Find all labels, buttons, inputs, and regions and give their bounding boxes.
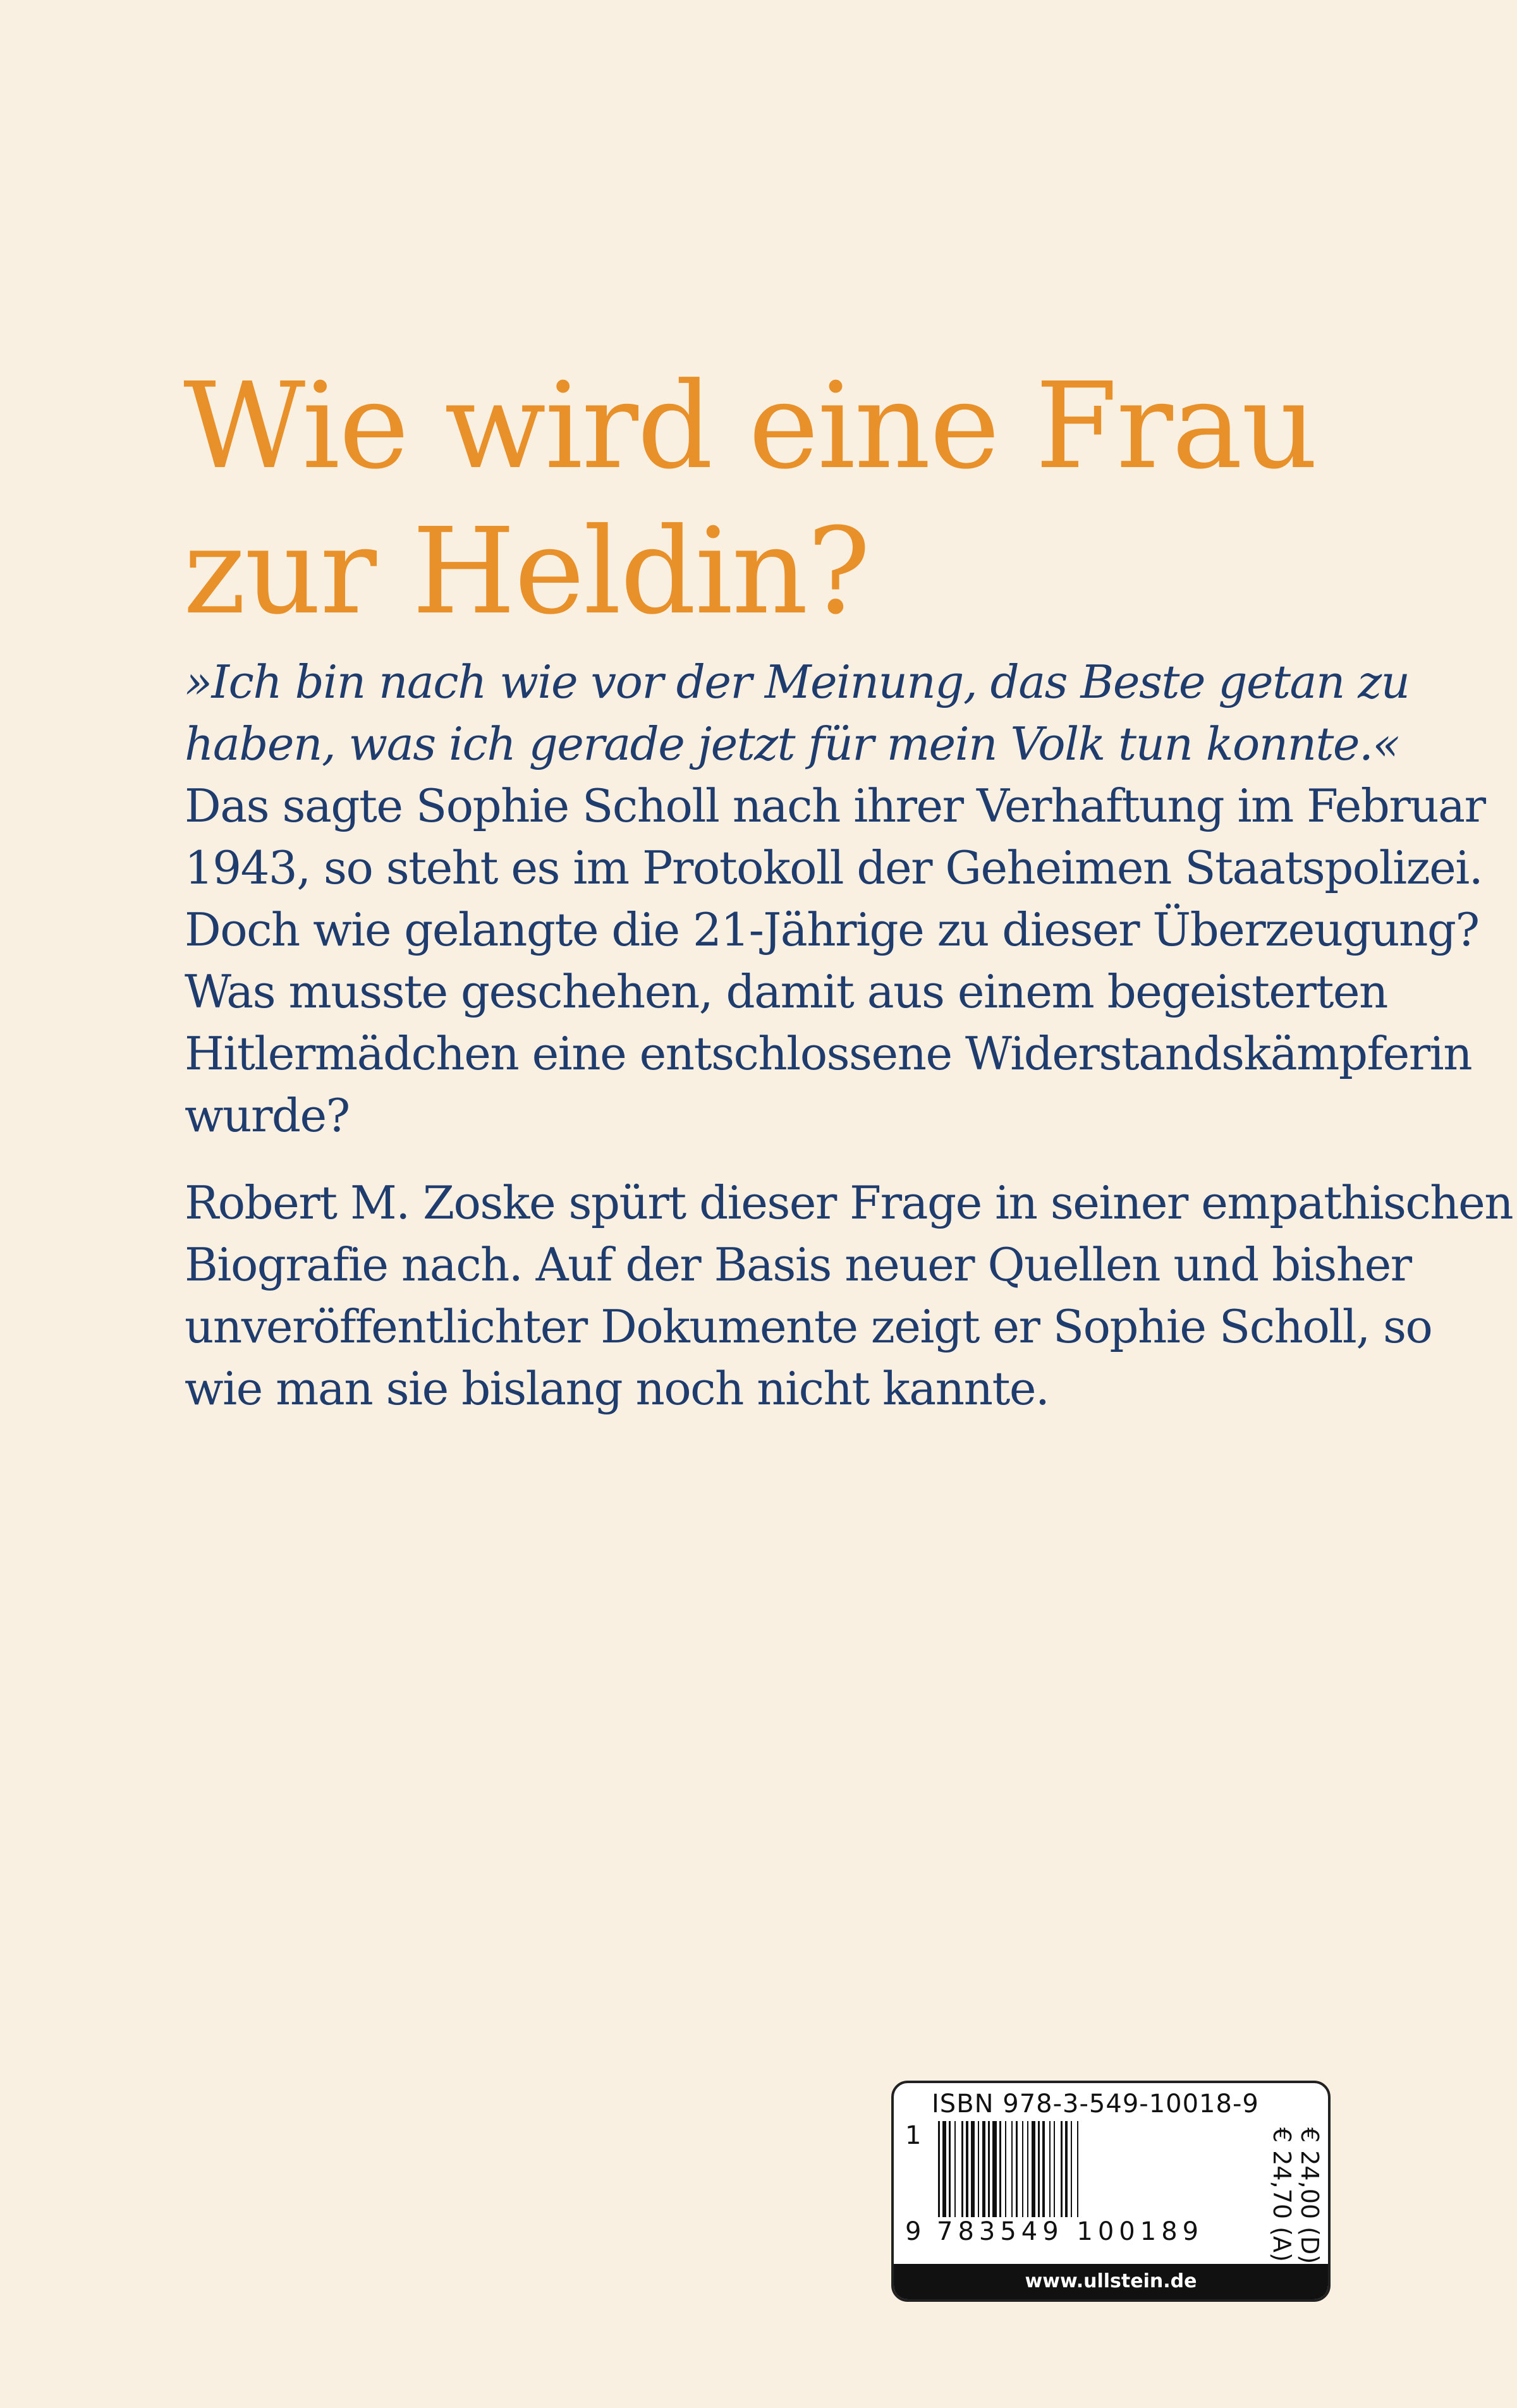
paragraph-line: Doch wie gelangte die 21-Jährige zu dieser Überzeugung? bbox=[185, 903, 1479, 956]
headline-line-1: Wie wird eine Frau bbox=[183, 357, 1317, 496]
price-austria: € 24,70 (A) bbox=[1268, 2127, 1296, 2262]
paragraph-1 bbox=[185, 775, 1485, 1146]
paragraph-line: unveröffentlichter Dokumente zeigt er Sophie Scholl, so bbox=[185, 1300, 1432, 1353]
price-labels bbox=[1268, 2127, 1324, 2264]
price-germany: € 24,00 (D) bbox=[1296, 2127, 1324, 2265]
paragraph-2 bbox=[185, 1172, 1513, 1420]
quote-line: »Ich bin nach wie vor der Meinung, das Beste getan zu bbox=[185, 655, 1410, 708]
quote-line: haben, was ich gerade jetzt für mein Volk tun konnte.« bbox=[185, 717, 1399, 770]
paragraph-line: wie man sie bislang noch nicht kannte. bbox=[185, 1362, 1049, 1415]
paragraph-line: Hitlermädchen eine entschlossene Widerstandskämpferin bbox=[185, 1027, 1472, 1080]
publisher-website: www.ullstein.de bbox=[894, 2264, 1328, 2299]
paragraph-line: Was musste geschehen, damit aus einem begeisterten bbox=[185, 965, 1387, 1018]
barcode-lead-digit: 9 bbox=[905, 2217, 922, 2246]
headline-line-2: zur Heldin? bbox=[183, 502, 870, 641]
isbn-text: ISBN 978-3-549-10018-9 bbox=[932, 2089, 1259, 2119]
paragraph-line: 1943, so steht es im Protokoll der Geheimen Staatspolizei. bbox=[185, 841, 1483, 894]
barcode-digits: 783549 100189 bbox=[934, 2217, 1206, 2246]
quote bbox=[185, 651, 1410, 775]
paragraph-line: Biografie nach. Auf der Basis neuer Quellen und bisher bbox=[185, 1238, 1411, 1291]
barcode-lead-digit-top: 1 bbox=[905, 2121, 922, 2150]
blurb bbox=[185, 651, 1513, 1420]
headline bbox=[183, 354, 1447, 645]
barcode-label bbox=[891, 2081, 1331, 2302]
paragraph-line: Robert M. Zoske spürt dieser Frage in seiner empathischen bbox=[185, 1176, 1513, 1229]
paragraph-line: wurde? bbox=[185, 1089, 350, 1142]
paragraph-line: Das sagte Sophie Scholl nach ihrer Verhaftung im Februar bbox=[185, 779, 1485, 832]
